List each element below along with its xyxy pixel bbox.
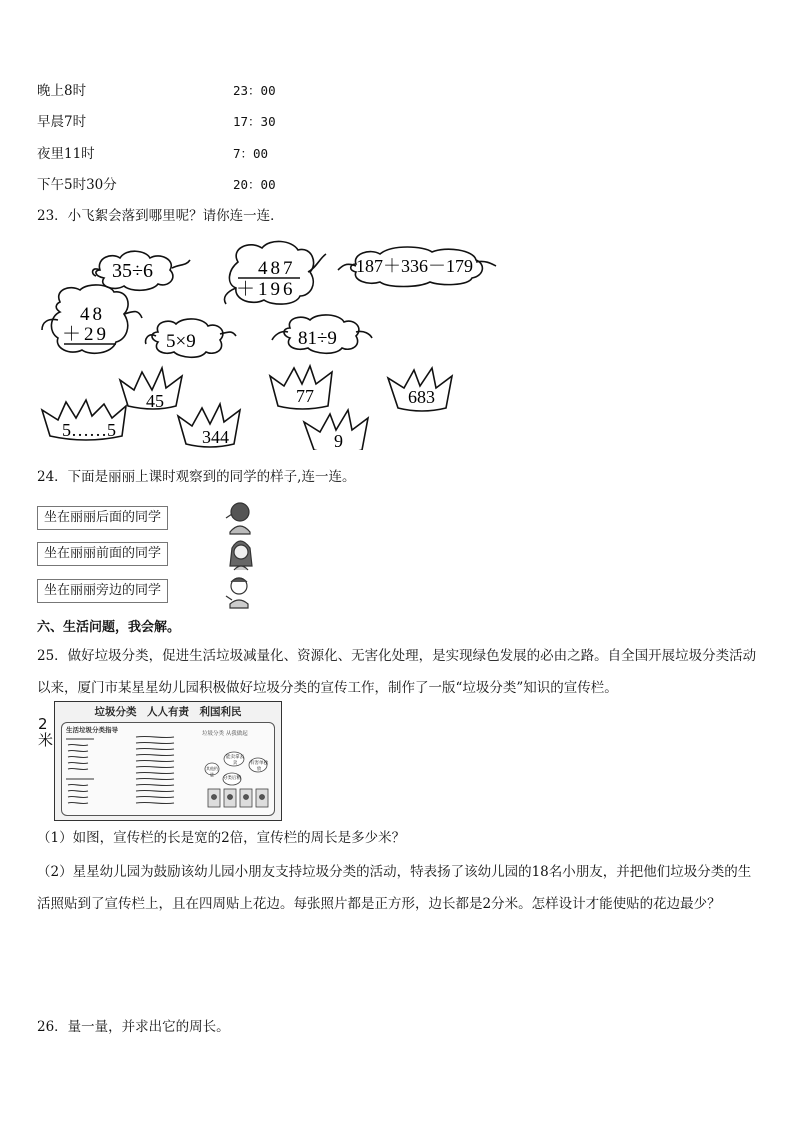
student-side-icon — [226, 578, 248, 608]
board-bubble-text: 有害单独放 — [250, 761, 268, 772]
board-height-label: 2米 — [38, 715, 54, 749]
question-25-sub-2: （2）星星幼儿园为鼓励该幼儿园小朋友支持垃圾分类的活动，特表扬了该幼儿园的18名小朋友，并把他们垃圾分类的生活照贴到了宣传栏上，且在四周贴上花边。每张照片都是正方形，边长都是2分米。怎样设计才能使贴的花边最少？ — [37, 864, 752, 912]
bulletin-board-image — [54, 701, 282, 821]
board-bubble-text: 分类后精 — [223, 776, 241, 781]
cloud-text: 5×9 — [166, 331, 196, 352]
board-scribbles — [62, 723, 274, 815]
student-figures — [222, 500, 262, 615]
time-value: 7：00 — [233, 146, 269, 161]
section-6-title: 六、生活问题，我会解。 — [37, 620, 181, 635]
question-24-title: 24．下面是丽丽上课时观察到的同学的样子,连一连。 — [37, 469, 356, 485]
grass-text: 9 — [334, 431, 343, 450]
cloud-text: 187＋336－179 — [356, 256, 473, 276]
grass-text: 45 — [146, 391, 164, 411]
question-23-title: 23．小飞絮会落到哪里呢？请你连一连． — [37, 208, 284, 224]
time-row — [37, 144, 337, 164]
time-value: 17：30 — [233, 114, 276, 129]
time-label: 夜里11时 — [37, 146, 95, 162]
option-box[interactable]: 坐在丽丽后面的同学 — [37, 506, 168, 530]
option-box[interactable]: 坐在丽丽前面的同学 — [37, 542, 168, 566]
dandelion-matching-figure — [0, 240, 794, 450]
grass-text: 683 — [408, 387, 435, 407]
question-26-title: 26．量一量，并求出它的周长。 — [37, 1019, 230, 1035]
board-guide-title: 生活垃圾分类指导 — [66, 726, 118, 734]
time-row — [37, 175, 337, 195]
time-row — [37, 81, 337, 101]
board-bubble-text: 能卖拿去卖 — [226, 755, 244, 766]
grass-text: 344 — [202, 427, 229, 447]
board-header: 垃圾分类 人人有责 利国利民 — [94, 706, 242, 718]
time-value: 23：00 — [233, 83, 276, 98]
cloud-text: 487 — [258, 258, 296, 279]
board-panel — [61, 722, 275, 816]
time-value: 20：00 — [233, 177, 276, 192]
student-front-icon — [230, 541, 252, 570]
cloud-text: ＋196 — [236, 279, 296, 300]
time-row — [37, 112, 337, 132]
cloud-text: 35÷6 — [112, 260, 153, 282]
time-label: 晚上8时 — [37, 83, 87, 99]
time-label: 下午5时30分 — [37, 177, 117, 193]
cloud-text: 81÷9 — [298, 328, 337, 349]
grass-text: 77 — [296, 386, 314, 406]
grass-text: 5……5 — [62, 420, 116, 440]
option-box[interactable]: 坐在丽丽旁边的同学 — [37, 579, 168, 603]
board-right-header: 垃圾分类 从我做起 — [202, 731, 248, 737]
cloud-text: 48 — [80, 304, 105, 325]
time-label: 早晨7时 — [37, 114, 87, 130]
student-back-icon — [226, 503, 250, 534]
question-25-sub-1: （1）如图，宣传栏的长是宽的2倍，宣传栏的周长是多少米？ — [37, 830, 406, 846]
cloud-text: ＋29 — [62, 324, 110, 345]
board-bubble-text: 其他扔进 — [206, 766, 218, 777]
question-25-text: 25．做好垃圾分类，促进生活垃圾减量化、资源化、无害化处理，是实现绿色发展的必由之路。自全国开展垃圾分类活动以来，厦门市某星星幼儿园积极做好垃圾分类的宣传工作，制作了一版“垃圾分类”知识的宣传栏。 — [37, 648, 757, 696]
